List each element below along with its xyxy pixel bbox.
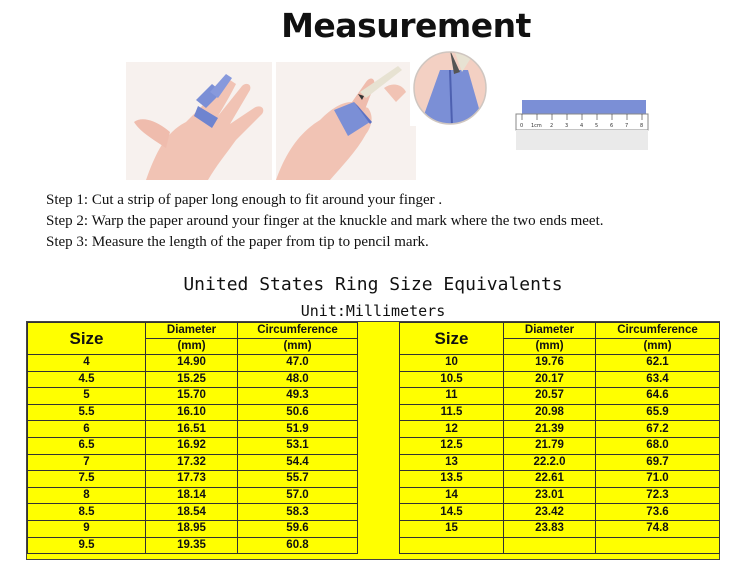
cell-diameter: 20.17: [504, 371, 596, 388]
cell-size: 11: [400, 388, 504, 405]
table-row: [400, 421, 720, 438]
header-diameter: Diameter: [146, 323, 238, 339]
cell-circumference: 62.1: [596, 355, 720, 372]
cell-diameter: 16.92: [146, 437, 238, 454]
cell-size: 9.5: [28, 537, 146, 554]
ruler-label: 0: [520, 123, 524, 129]
table-row: [28, 504, 358, 521]
table-row: [28, 454, 358, 471]
table-row: [28, 520, 358, 537]
table-row: [400, 537, 720, 554]
closeup-photo: [410, 50, 490, 126]
table-row: [400, 487, 720, 504]
ruler-label: 2: [550, 123, 554, 129]
ring-size-table: [26, 321, 720, 560]
header-circumference: Circumference: [596, 323, 720, 339]
cell-diameter: 21.79: [504, 437, 596, 454]
cell-diameter: 17.32: [146, 454, 238, 471]
cell-circumference: 54.4: [238, 454, 358, 471]
cell-circumference: 49.3: [238, 388, 358, 405]
table-row: [400, 371, 720, 388]
cell-circumference: 65.9: [596, 404, 720, 421]
cell-diameter: 19.35: [146, 537, 238, 554]
table-row: [400, 388, 720, 405]
header-diameter-unit: (mm): [146, 339, 238, 355]
table-row: [400, 504, 720, 521]
cell-circumference: 59.6: [238, 520, 358, 537]
cell-size: 11.5: [400, 404, 504, 421]
cell-diameter: 22.2.0: [504, 454, 596, 471]
table-row: [28, 355, 358, 372]
cell-size: 4: [28, 355, 146, 372]
cell-circumference: 57.0: [238, 487, 358, 504]
cell-circumference: 51.9: [238, 421, 358, 438]
cell-size: 8: [28, 487, 146, 504]
header-circumference-unit: (mm): [238, 339, 358, 355]
cell-diameter: 14.90: [146, 355, 238, 372]
cell-size: 4.5: [28, 371, 146, 388]
cell-diameter: 18.54: [146, 504, 238, 521]
size-table-right: [399, 322, 720, 554]
ruler-label: 6: [610, 123, 614, 129]
table-row: [28, 421, 358, 438]
cell-size: 5.5: [28, 404, 146, 421]
table-title: United States Ring Size Equivalents: [183, 274, 563, 295]
ruler-label: 5: [595, 123, 599, 129]
cell-size: 14.5: [400, 504, 504, 521]
cell-size: 14: [400, 487, 504, 504]
cell-circumference: 68.0: [596, 437, 720, 454]
table-row: [400, 437, 720, 454]
cell-circumference: 50.6: [238, 404, 358, 421]
cell-circumference: [596, 537, 720, 554]
header-size: Size: [28, 323, 146, 355]
cell-diameter: 22.61: [504, 471, 596, 488]
cell-circumference: 60.8: [238, 537, 358, 554]
cell-size: 13.5: [400, 471, 504, 488]
cell-size: 12.5: [400, 437, 504, 454]
table-row: [400, 404, 720, 421]
hand-strip-photo: [126, 62, 272, 180]
cell-diameter: 20.98: [504, 404, 596, 421]
cell-circumference: 53.1: [238, 437, 358, 454]
cell-diameter: 18.14: [146, 487, 238, 504]
table-row: [28, 404, 358, 421]
header-size: Size: [400, 323, 504, 355]
cell-circumference: 71.0: [596, 471, 720, 488]
cell-size: 9: [28, 520, 146, 537]
table-row: [400, 471, 720, 488]
table-row: [28, 537, 358, 554]
cell-size: 5: [28, 388, 146, 405]
ruler-label: 4: [580, 123, 584, 129]
cell-circumference: 58.3: [238, 504, 358, 521]
cell-size: 15: [400, 520, 504, 537]
ruler-label: 1cm: [531, 123, 542, 129]
cell-diameter: 23.42: [504, 504, 596, 521]
cell-size: 8.5: [28, 504, 146, 521]
cell-diameter: 15.25: [146, 371, 238, 388]
cell-circumference: 73.6: [596, 504, 720, 521]
cell-diameter: [504, 537, 596, 554]
cell-diameter: 16.51: [146, 421, 238, 438]
step-3: Step 3: Measure the length of the paper from tip to pencil mark.: [46, 234, 429, 250]
table-row: [400, 520, 720, 537]
table-row: [28, 371, 358, 388]
cell-circumference: 74.8: [596, 520, 720, 537]
step-2: Step 2: Warp the paper around your finger at the knuckle and mark where the two ends meet.: [46, 213, 604, 229]
cell-circumference: 47.0: [238, 355, 358, 372]
step-1: Step 1: Cut a strip of paper long enough to fit around your finger .: [46, 192, 443, 208]
cell-diameter: 23.83: [504, 520, 596, 537]
cell-circumference: 69.7: [596, 454, 720, 471]
cell-circumference: 72.3: [596, 487, 720, 504]
cell-diameter: 15.70: [146, 388, 238, 405]
table-unit: Unit:Millimeters: [300, 302, 446, 320]
cell-size: 13: [400, 454, 504, 471]
cell-size: 7.5: [28, 471, 146, 488]
cell-diameter: 21.39: [504, 421, 596, 438]
cell-circumference: 48.0: [238, 371, 358, 388]
cell-size: 10.5: [400, 371, 504, 388]
cell-circumference: 55.7: [238, 471, 358, 488]
table-row: [400, 355, 720, 372]
cell-diameter: 16.10: [146, 404, 238, 421]
cell-diameter: 18.95: [146, 520, 238, 537]
table-row: [28, 437, 358, 454]
header-circumference: Circumference: [238, 323, 358, 339]
instructions: [46, 190, 604, 253]
ruler-label: 8: [640, 123, 644, 129]
cell-diameter: 23.01: [504, 487, 596, 504]
cell-size: 10: [400, 355, 504, 372]
size-table-left: [27, 322, 358, 554]
ruler-label: 7: [625, 123, 629, 129]
cell-size: 6: [28, 421, 146, 438]
table-row: [28, 388, 358, 405]
ruler-label: 3: [565, 123, 569, 129]
page-title: Measurement: [281, 6, 531, 45]
header-diameter: Diameter: [504, 323, 596, 339]
header-circumference-unit: (mm): [596, 339, 720, 355]
cell-circumference: 63.4: [596, 371, 720, 388]
finger-wrap-photo: [276, 62, 416, 180]
cell-diameter: 17.73: [146, 471, 238, 488]
cell-diameter: 20.57: [504, 388, 596, 405]
table-row: [400, 454, 720, 471]
ruler-photo: [514, 96, 650, 152]
cell-size: [400, 537, 504, 554]
cell-diameter: 19.76: [504, 355, 596, 372]
cell-size: 12: [400, 421, 504, 438]
header-diameter-unit: (mm): [504, 339, 596, 355]
table-row: [28, 487, 358, 504]
cell-size: 7: [28, 454, 146, 471]
cell-circumference: 64.6: [596, 388, 720, 405]
cell-circumference: 67.2: [596, 421, 720, 438]
cell-size: 6.5: [28, 437, 146, 454]
table-row: [28, 471, 358, 488]
